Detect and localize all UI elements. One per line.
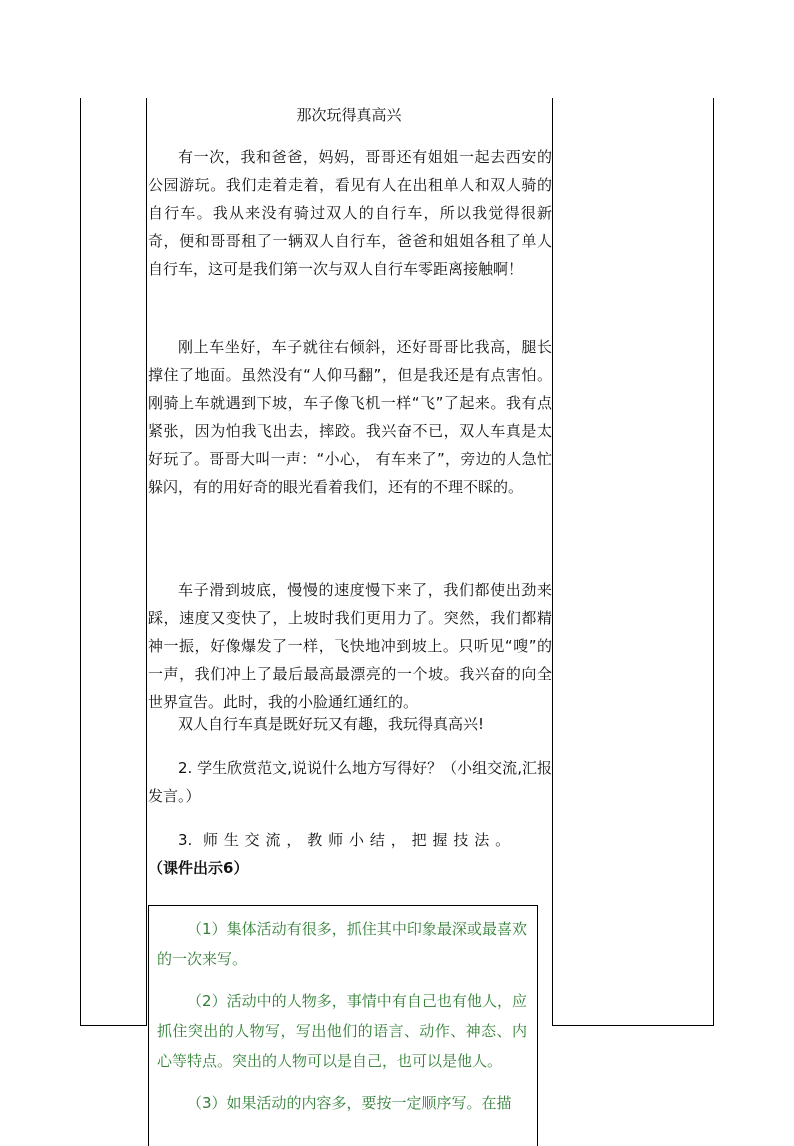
step-3-instruction: 3. 师生交流，教师小结，把握技法。 [178,831,516,849]
table-left-border [80,98,81,1026]
column-divider-right [552,98,553,1026]
table-bottom-border-right [552,1025,714,1026]
essay-paragraph-3: 车子滑到坡底，慢慢的速度慢下来了，我们都使出劲来踩，速度又变快了，上坡时我们更用力了。突然，我们都精神一振，好像爆发了一样，飞快地冲到坡上。只听见“嗖”的一声，我们冲上了最后最高最漂亮的一个坡。我兴奋的向全世界宣告。此时，我的小脸通红通红的。 [148,581,552,711]
essay-title: 那次玩得真高兴 [296,106,402,124]
essay-paragraph-1: 有一次，我和爸爸，妈妈，哥哥还有姐姐一起去西安的公园游玩。我们走着走着，看见有人在出租单人和双人骑的自行车。我从来没有骑过双人的自行车，所以我觉得很新奇，便和哥哥租了一辆双人自行车，爸爸和姐姐各租了单人自行车，这可是我们第一次与双人自行车零距离接触啊！ [148,148,552,278]
writing-tips-box [148,905,538,1146]
step-2-text: 2. 学生欣赏范文,说说什么地方写得好？（小组交流,汇报发言。） [148,759,552,805]
table-right-border [713,98,714,1026]
column-divider-left [146,98,147,1026]
step-3-courseware-note: （课件出示6） [148,859,249,877]
essay-paragraph-2: 刚上车坐好，车子就往右倾斜，还好哥哥比我高，腿长撑住了地面。虽然没有“人仰马翻”，但是我还是有点害怕。刚骑上车就遇到下坡，车子像飞机一样“飞”了起来。我有点紧张，因为怕我飞出去，摔跤。我兴奋不已，双人车真是太好玩了。哥哥大叫一声：“小心， 有车来了”，旁边的人急忙躲闪，有的用好奇的眼光看着我们，还有的不理不睬的。 [148,338,552,496]
essay-paragraph-4: 双人自行车真是既好玩又有趣，我玩得真高兴! [178,715,485,733]
tip-3: （3）如果活动的内容多，要按一定顺序写。在描 [187,1094,512,1112]
step-3-text [148,826,552,882]
tip-1: （1）集体活动有很多，抓住其中印象最深或最喜欢的一次来写。 [157,920,527,968]
table-bottom-border-left [80,1025,146,1026]
tip-2: （2）活动中的人物多，事情中有自己也有他人，应抓住突出的人物写，写出他们的语言、动作、神态、内心等特点。突出的人物可以是自己，也可以是他人。 [157,992,527,1070]
